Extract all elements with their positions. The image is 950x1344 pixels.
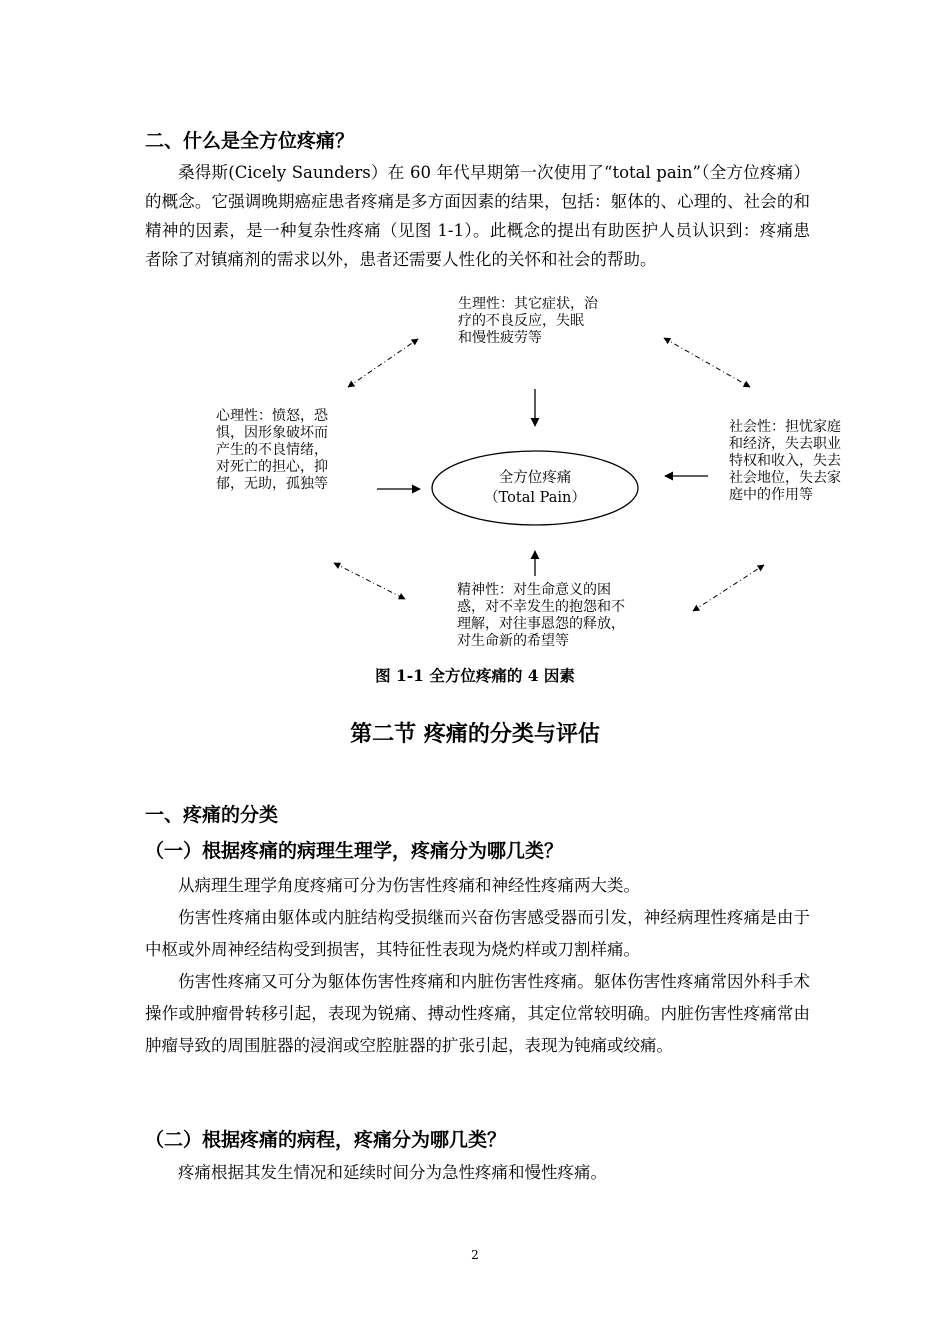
paragraph-4: 疼痛根据其发生情况和延续时间分为急性疼痛和慢性疼痛。 (178, 1163, 607, 1182)
social-factor: 社会性：担忧家庭 和经济，失去职业 特权和收入，失去 社会地位，失去家 庭中的作用等 (729, 419, 841, 503)
spiritual-factor: 精神性：对生命意义的困 惑，对不幸发生的抱怨和不 理解，对往事恩怨的释放， 对生命新的希望等 (457, 582, 625, 649)
psychological-factor: 心理性：愤怒，恐 惧，因形象破坏而 产生的不良情绪， 对死亡的担心，抑 郁，无助，孤独等 (216, 408, 328, 492)
link-psychological-spiritual (334, 563, 405, 599)
section-title: 第二节 疼痛的分类与评估 (350, 722, 600, 747)
link-spiritual-social (693, 565, 764, 611)
intro-text: 桑得斯(Cicely Saunders）在 60 年代早期第一次使用了“total pain”（全方位疼痛）的概念。它强调晚期癌症患者疼痛是多方面因素的结果，包括：躯体的、心理的、社会的和精神的因素，是一种复杂性疼痛（见图 1-1）。此概念的提出有助医护人员认识到：疼痛患者除了对镇痛剂的需求以外，患者还需要人性化的关怀和社会的帮助。 (145, 163, 810, 269)
paragraph-3: 伤害性疼痛又可分为躯体伤害性疼痛和内脏伤害性疼痛。躯体伤害性疼痛常因外科手术操作或肿瘤骨转移引起，表现为锐痛、搏动性疼痛，其定位常较明确。内脏伤害性疼痛常由肿瘤导致的周围脏器的浸润或空腔脏器的扩张引起，表现为钝痛或绞痛。 (145, 972, 810, 1055)
link-psychological-physiological (348, 339, 418, 387)
classification-paragraphs (145, 870, 810, 1062)
page-number: 2 (471, 1248, 479, 1262)
paragraph-2: 伤害性疼痛由躯体或内脏结构受损继而兴奋伤害感受器而引发，神经病理性疼痛是由于中枢或外周神经结构受到损害，其特征性表现为烧灼样或刀割样痛。 (145, 908, 810, 959)
heading-pain-classification: 一、疼痛的分类 (145, 804, 279, 826)
total-pain-label: 全方位疼痛 （Total Pain） (484, 470, 586, 506)
heading-what-is-total-pain: 二、什么是全方位疼痛？ (145, 130, 355, 152)
physiological-factor: 生理性：其它症状，治 疗的不良反应，失眠 和慢性疲劳等 (458, 296, 598, 346)
subheading-course: （二）根据疼痛的病程，疼痛分为哪几类？ (145, 1129, 507, 1151)
link-physiological-social (664, 338, 750, 387)
paragraph-1: 从病理生理学角度疼痛可分为伤害性疼痛和神经性疼痛两大类。 (178, 876, 640, 895)
figure-caption: 图 1-1 全方位疼痛的 4 因素 (375, 666, 575, 685)
subheading-pathophysiology: （一）根据疼痛的病理生理学，疼痛分为哪几类？ (145, 840, 564, 862)
course-paragraph (145, 1157, 810, 1189)
